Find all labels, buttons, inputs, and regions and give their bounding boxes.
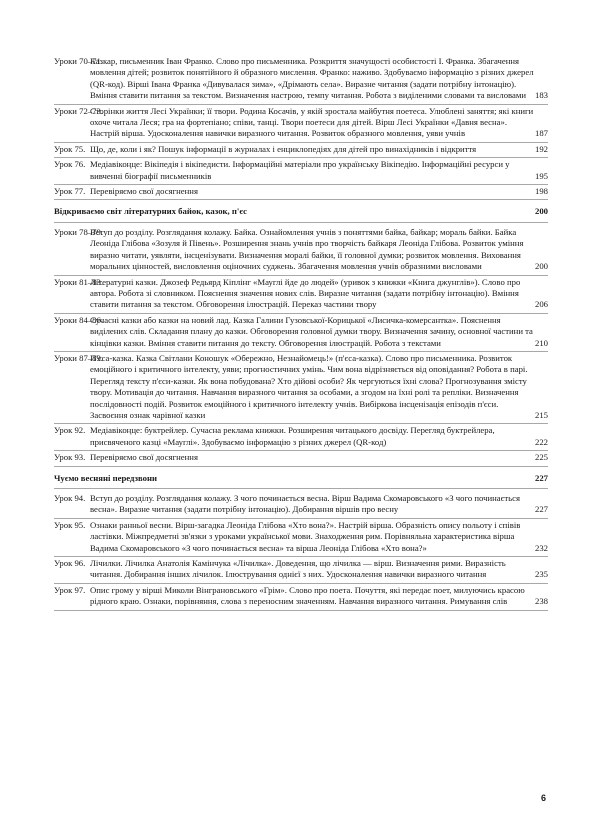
lesson-label: Урок 93. — [54, 452, 86, 463]
page-ref: 206 — [534, 299, 548, 310]
lesson-label: Урок 92. — [54, 425, 86, 436]
toc-entry — [54, 143, 548, 158]
lesson-description: Вступ до розділу. Розглядання колажу. Байка. Ознайомлення учнів з поняттями байка, байкар; мораль байки. Байка Леоніда Глібова «Зозуля й Півень». Розширення знань учнів про творчість байкаря Леоніда Глібова. Розвиток уміння виразно читати, уявляти, інсценізувати. Визначення моралі байки, її головної думки; розвиток мовлення. Виховання моральних цінностей, висловлення оціночних суджень. Збагачення мовлення учнів образними висловами — [90, 226, 524, 272]
page-ref: 183 — [534, 90, 548, 101]
lesson-description: Казкар, письменник Іван Франко. Слово про письменника. Розкриття значущості особистості І. Франка. Збагачення мовлення дітей; розвиток понятійного й образного мислення. Франко: наживо. Здобуваємо інформацію з різних джерел (QR-код). Вірші Івана Франка «Дивувалася зима», «Дрімають села». Виразне читання (задати потрібну інтонацію). Вміння ставити питання за текстом. Визначення настрою, темпу читання. Робота з виділеними словами та висловами — [90, 56, 534, 101]
lesson-label: Уроки 72–73. — [54, 105, 104, 116]
lesson-label: Уроки 81–83. — [54, 276, 104, 287]
lesson-label: Урок 77. — [54, 186, 86, 197]
page-number: 6 — [541, 793, 547, 803]
toc-entry — [54, 451, 548, 466]
page-ref: 235 — [534, 569, 548, 580]
lesson-description: Що, де, коли і як? Пошук інформації в журналах і енциклопедіях для дітей про винахідників і відкриття — [90, 143, 477, 154]
lesson-description: Медіавікоңце: буктрейлер. Сучасна реклама книжки. Розширення читацького досвіду. Перегляд буктрейлера, присвяченого казці «Мауглі». Здобуваємо інформацію з різних джерел (QR-код) — [90, 425, 495, 447]
page-ref: 232 — [534, 542, 548, 553]
toc-entry — [54, 519, 548, 557]
toc-section-heading — [54, 470, 548, 489]
toc-entry — [54, 226, 548, 276]
lesson-description: Вступ до розділу. Розглядання колажу. З чого починається весна. Вірш Вадима Скомаровського «З чого починається весна». Виразне читання (задати потрібну інтонацію). Добирання віршів про весну — [90, 493, 520, 515]
page-ref: 198 — [534, 186, 548, 197]
page-ref: 210 — [534, 337, 548, 348]
lesson-label: Урок 97. — [54, 584, 86, 595]
page-ref: 227 — [534, 504, 548, 515]
page-ref: 238 — [534, 596, 548, 607]
toc-entry — [54, 557, 548, 584]
lesson-description: Перевіряємо свої досягнення — [90, 452, 198, 463]
lesson-description: П'єса-казка. Казка Світлани Коношук «Обережно, Незнайомець!» (п'єса-казка). Слово про письменника. Розвиток емоційного і критичного інтелекту, уяви; прогностичних умінь. Чим вона відрізняється від оповідання? Робота в парі. Перегляд тексту п'єси-казки. Як вона побудована? Хто дійові особи? Як чергуються їхні слова? Прогнозування змісту твору. Мотивація до читання. Навчання виразного читання за особами, а згодом на їхні ролі та репліки. Визначення послідовності подій. Розвиток емоційного і критичного інтелекту учнів. Вибіркова інсценізація епізодів п'єси. Засвоєння ознак чарівної казки — [90, 352, 528, 420]
section-title: Чуємо весняні передзвони — [54, 472, 158, 483]
lesson-description: Сучасні казки або казки на новий лад. Казка Галини Гузовської-Корицької «Лисичка-комерсантка». Пояснення виділених слів. Складання плану до казки. Обговорення головної думки твору. Визначення зачину, основної частини та кінцівки казки. Вміння ставити питання до тексту. Обговорення ілюстрацій. Робота з текстами — [90, 314, 533, 348]
page-ref: 215 — [534, 409, 548, 420]
toc-entry — [54, 424, 548, 451]
toc-entry — [54, 276, 548, 314]
lesson-label: Урок 95. — [54, 519, 86, 530]
lesson-label: Уроки 84–86. — [54, 314, 104, 325]
lesson-description: Перевіряємо свої досягнення — [90, 186, 198, 197]
lesson-description: Ознаки ранньої весни. Вірш-загадка Леоніда Глібова «Хто вона?». Настрій вірша. Образність опису польоту і співів ластівки. Міжпредметні зв'язки з уроками української мови. Знаходження рим. Порівняльна характеристика вірша Вадима Скомаровського «З чого починається весна» та вірша Леоніда Глібова «Хто вона?» — [90, 519, 521, 553]
toc-entry — [54, 185, 548, 200]
lesson-label: Урок 96. — [54, 558, 86, 569]
lesson-description: Опис грому у вірші Миколи Вінграновського «Грім». Слово про поета. Почуття, які передає поет, милуючись красою рідного краю. Ознаки, порівняння, слова з переносним значенням. Навчання виразного читання. Римування слів — [90, 584, 525, 607]
toc-section-heading — [54, 203, 548, 222]
lesson-label: Уроки 78–79. — [54, 226, 104, 237]
toc-entry — [54, 105, 548, 143]
page-ref: 192 — [534, 143, 548, 154]
lesson-label: Уроки 70–71. — [54, 56, 104, 66]
toc-entry — [54, 55, 548, 105]
lesson-description: Сторінки життя Лесі Українки; її твори. Родина Косачів, у якій зростала майбутня поетеса. Улюблені заняття; які книги охоче читала Леся; гра на фортепіано; співи, танці. Твори поетеси для дітей. Вірш Лесі Українки «Давня весна». Настрій вірша. Удосконалення навички виразного читання. Розвиток образного мовлення, уяви учнів — [90, 105, 534, 139]
page-ref: 200 — [534, 261, 548, 272]
lesson-label: Урок 76. — [54, 159, 86, 170]
page-ref: 187 — [534, 128, 548, 139]
page-ref: 227 — [534, 472, 548, 483]
table-of-contents — [54, 55, 548, 611]
page-ref: 195 — [534, 170, 548, 181]
lesson-description: Лічилки. Лічилка Анатолія Камінчука «Лічилка». Доведення, що лічилка — вірш. Визначення рими. Виразність читання. Добирання інших лічилок. Ілюстрування однієї з них. Удосконалення навички виразного читання — [90, 558, 506, 580]
section-title: Відкриваємо світ літературних байок, казок, п'єс — [54, 206, 247, 217]
page-ref: 225 — [534, 452, 548, 463]
toc-entry — [54, 492, 548, 519]
page-ref: 222 — [534, 436, 548, 447]
lesson-label: Урок 75. — [54, 143, 86, 154]
toc-entry — [54, 352, 548, 424]
toc-entry — [54, 314, 548, 352]
toc-entry — [54, 584, 548, 611]
lesson-description: Літературні казки. Джозеф Редьярд Кіплінг «Мауглі йде до людей» (уривок з книжки «Книга джунглів»). Слово про автора. Робота зі словником. Пояснення значення нових слів. Виразне читання (задати потрібну інтонацію). Вміння ставити питання за текстом. Обговорення ілюстрацій. Переказ частини твору — [90, 276, 521, 310]
lesson-label: Уроки 87–89. — [54, 352, 104, 363]
toc-entry — [54, 158, 548, 185]
lesson-description: Медіавікоңце: Вікіпедія і вікіпедисти. Інформаційні матеріали про українську Вікіпедію. Інформаційні ресурси у вивченні біографії письменників — [90, 159, 510, 181]
page-ref: 200 — [534, 206, 548, 217]
lesson-label: Урок 94. — [54, 493, 86, 503]
